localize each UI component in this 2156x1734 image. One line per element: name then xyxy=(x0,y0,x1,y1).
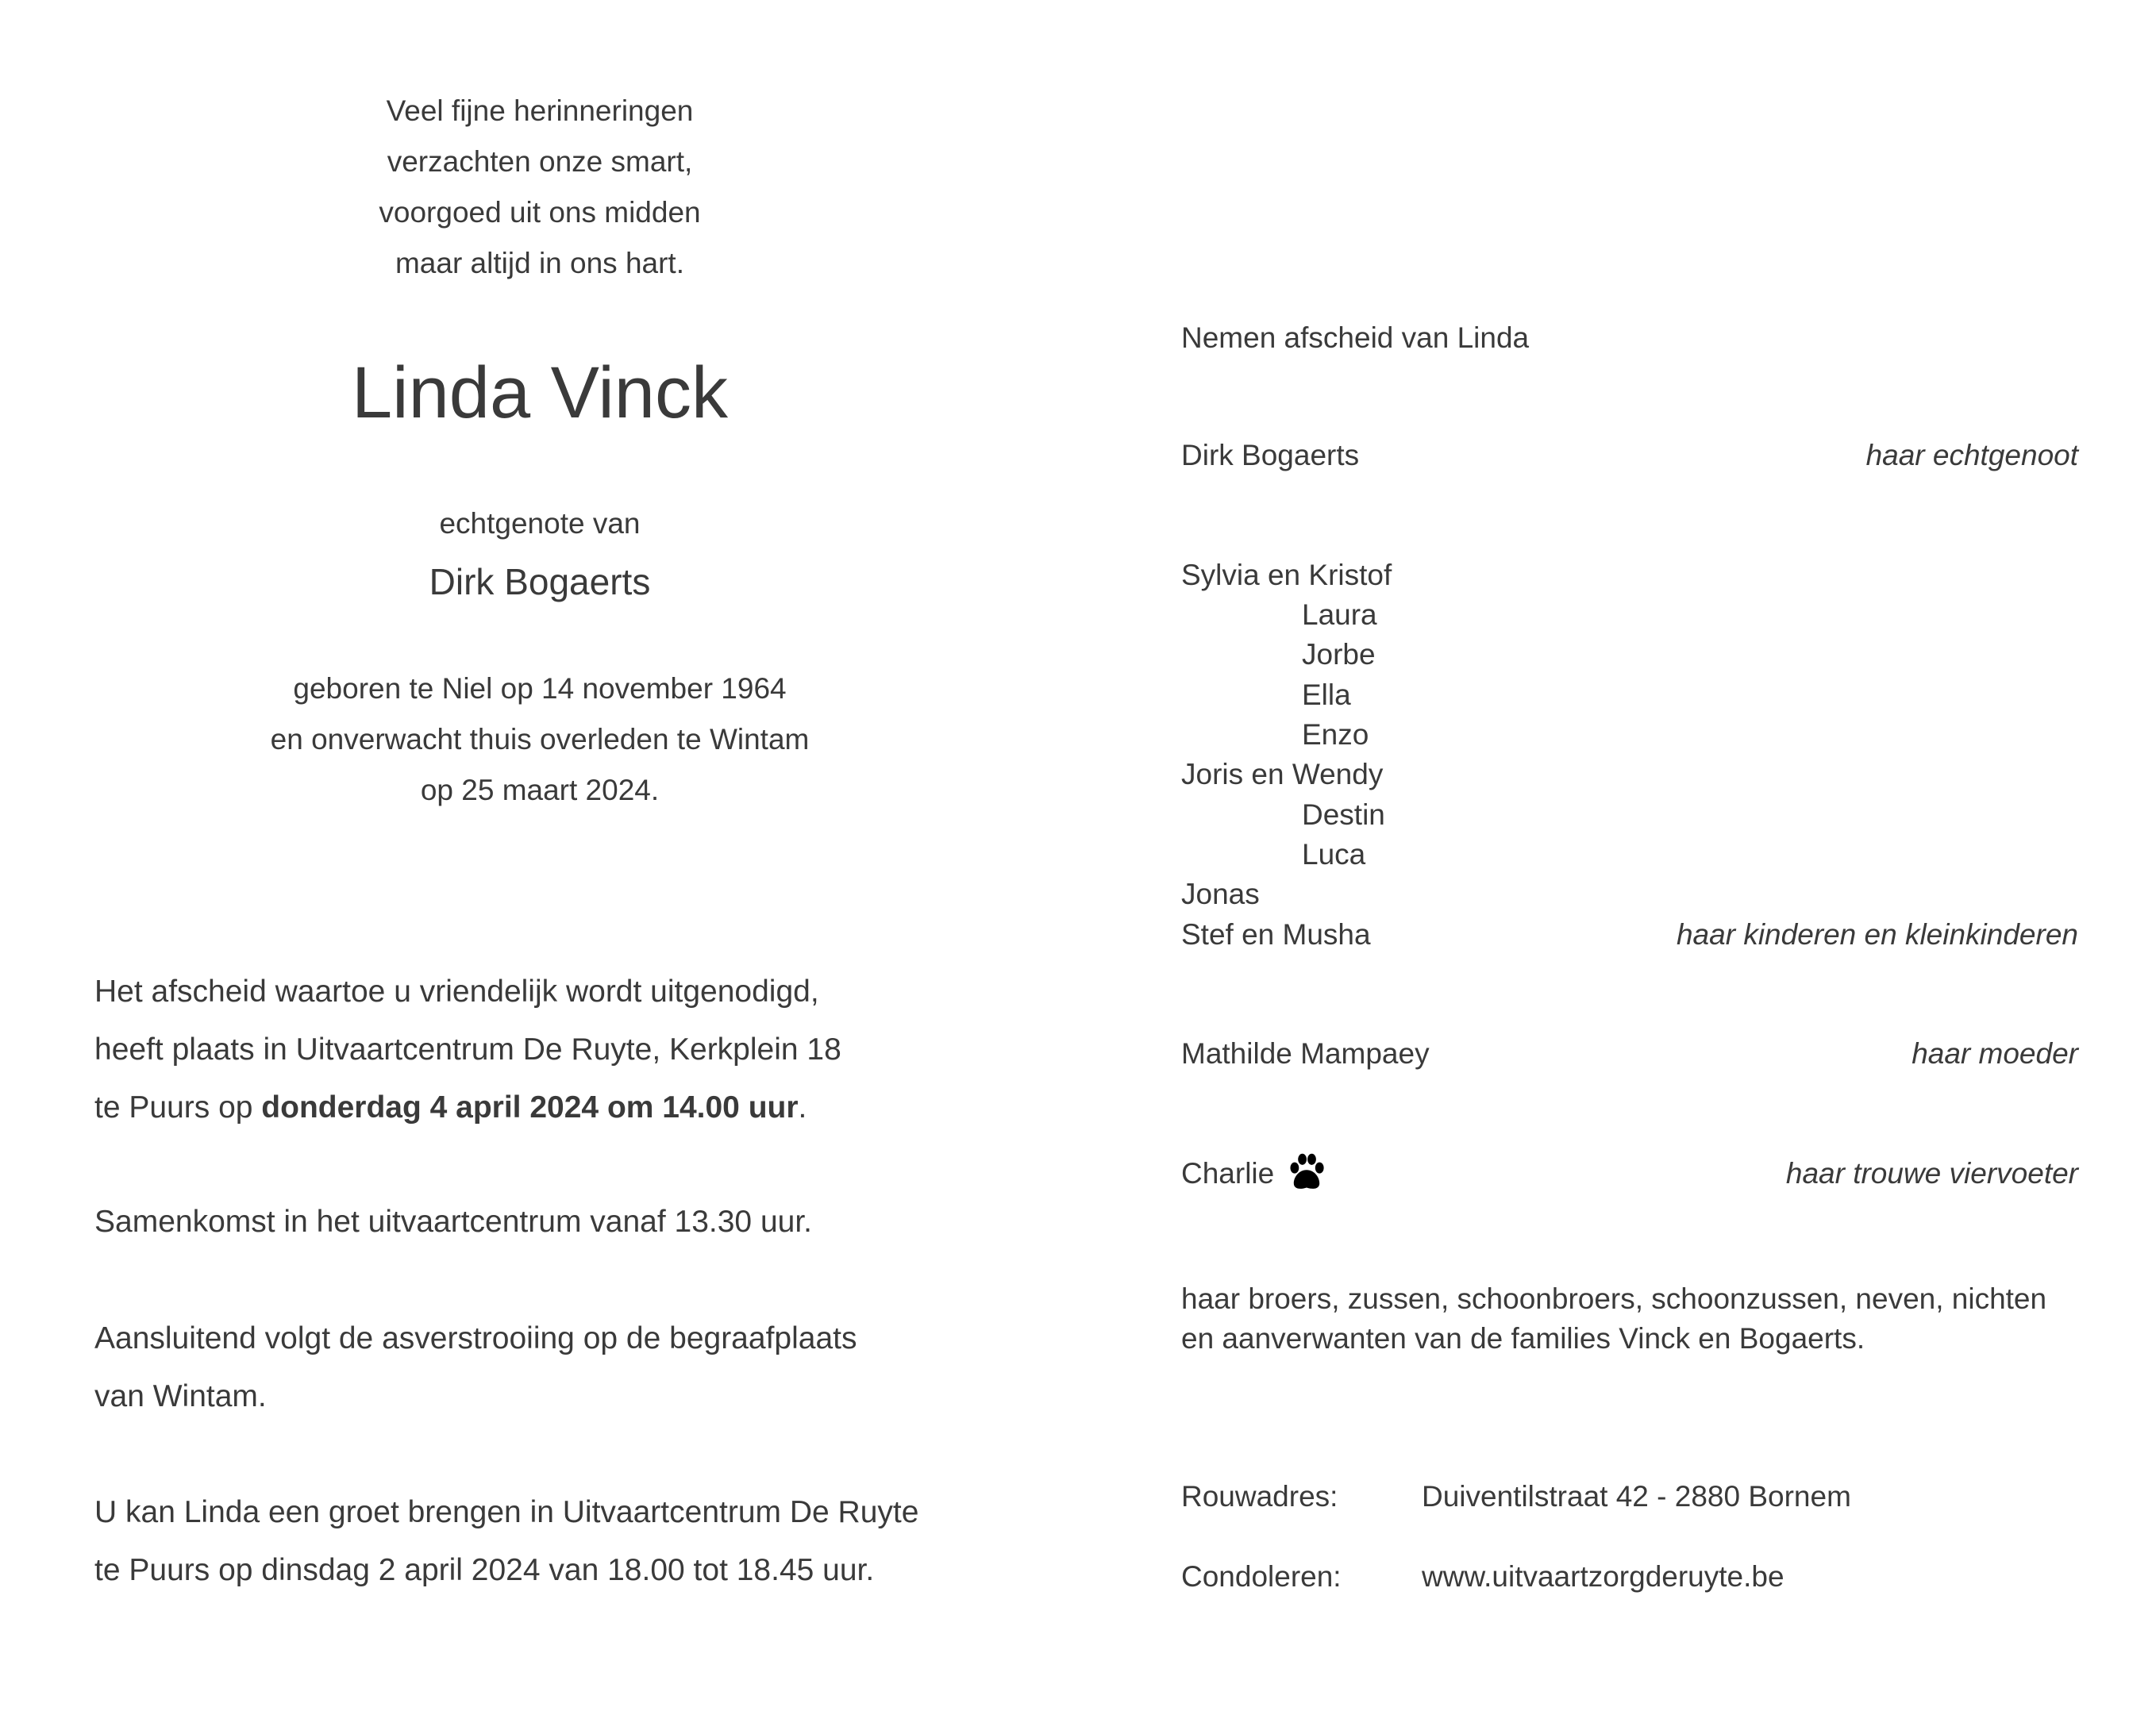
family-relation: haar trouwe viervoeter xyxy=(1785,1157,2078,1190)
family-row-pet xyxy=(1181,1154,2078,1194)
extended-family-line: en aanverwanten van de families Vinck en Bogaerts. xyxy=(1181,1322,1865,1355)
family-row-grandchild xyxy=(1181,675,2078,715)
family-row-grandchild xyxy=(1181,595,2078,635)
family-member-name: Stef en Musha xyxy=(1181,918,1371,951)
family-row-grandchild xyxy=(1181,835,2078,875)
gathering-info xyxy=(94,1193,991,1251)
family-member-name: Luca xyxy=(1302,838,1366,871)
visitation-line: U kan Linda een groet brengen in Uitvaartcentrum De Ruyte xyxy=(94,1495,919,1529)
mourning-address-label: Rouwadres: xyxy=(1181,1480,1338,1513)
family-row-child xyxy=(1181,875,2078,914)
spouse-label: echtgenote van xyxy=(439,507,641,540)
mourning-address-row xyxy=(1181,1474,2078,1519)
family-member-name: Ella xyxy=(1302,679,1351,711)
ceremony-line: Het afscheid waartoe u vriendelijk wordt uitgenodigd, xyxy=(94,975,819,1009)
condolence-row xyxy=(1181,1555,2078,1599)
life-dates xyxy=(127,663,953,816)
family-row-mother xyxy=(1181,1034,2078,1074)
ceremony-line-suffix: . xyxy=(798,1090,807,1125)
ceremony-info xyxy=(94,963,991,1136)
scattering-info xyxy=(94,1309,991,1425)
family-relation: haar moeder xyxy=(1912,1037,2078,1070)
family-row-child xyxy=(1181,755,2078,794)
extended-family-line: haar broers, zussen, schoonbroers, schoonzussen, neven, nichten xyxy=(1181,1282,2047,1315)
right-panel xyxy=(1181,0,2086,1734)
deceased-name: Linda Vinck xyxy=(352,352,728,433)
family-member-name: Joris en Wendy xyxy=(1181,758,1384,790)
spouse-name: Dirk Bogaerts xyxy=(429,561,651,602)
visitation-line: te Puurs op dinsdag 2 april 2024 van 18.00 tot 18.45 uur. xyxy=(94,1553,875,1587)
ceremony-datetime: donderdag 4 april 2024 om 14.00 uur xyxy=(261,1090,799,1125)
scattering-line: Aansluitend volgt de asverstrooiing op de begraafplaats xyxy=(94,1321,857,1355)
family-row-child xyxy=(1181,915,2078,955)
family-member-name: Jonas xyxy=(1181,878,1260,910)
family-relation: haar kinderen en kleinkinderen xyxy=(1676,918,2078,951)
life-dates-line: geboren te Niel op 14 november 1964 xyxy=(293,672,787,705)
ceremony-line: heeft plaats in Uitvaartcentrum De Ruyte, Kerkplein 18 xyxy=(94,1032,841,1067)
visitation-info xyxy=(94,1483,991,1599)
scattering-line: van Wintam. xyxy=(94,1379,267,1413)
poem-line: voorgoed uit ons midden xyxy=(379,196,701,229)
family-intro: Nemen afscheid van Linda xyxy=(1181,321,1530,354)
family-member-name: Dirk Bogaerts xyxy=(1181,439,1360,471)
family-row-grandchild xyxy=(1181,795,2078,835)
family-member-name: Laura xyxy=(1302,598,1377,631)
memorial-poem xyxy=(127,86,953,289)
paw-icon xyxy=(1285,1151,1328,1194)
poem-line: Veel fijne herinneringen xyxy=(386,94,694,127)
poem-line: verzachten onze smart, xyxy=(387,145,693,178)
life-dates-line: en onverwacht thuis overleden te Wintam xyxy=(270,723,810,756)
family-member-name-wrap xyxy=(1181,1154,1328,1197)
poem-line: maar altijd in ons hart. xyxy=(395,247,684,279)
family-member-name: Destin xyxy=(1302,798,1385,831)
family-member-name: Jorbe xyxy=(1302,638,1376,671)
ceremony-line-prefix: te Puurs op xyxy=(94,1090,262,1125)
mourning-address-value: Duiventilstraat 42 - 2880 Bornem xyxy=(1422,1480,1851,1513)
family-row-grandchild xyxy=(1181,635,2078,675)
gathering-line: Samenkomst in het uitvaartcentrum vanaf 13.30 uur. xyxy=(94,1205,812,1239)
extended-family xyxy=(1181,1279,2046,1359)
family-member-name: Enzo xyxy=(1302,718,1369,751)
family-member-name: Mathilde Mampaey xyxy=(1181,1037,1430,1070)
family-member-name: Sylvia en Kristof xyxy=(1181,559,1392,591)
ceremony-line xyxy=(94,1078,991,1136)
family-row-husband xyxy=(1181,436,2078,475)
family-relation: haar echtgenoot xyxy=(1865,439,2078,471)
life-dates-line: op 25 maart 2024. xyxy=(420,774,660,806)
pet-name: Charlie xyxy=(1181,1157,1275,1190)
condolence-label: Condoleren: xyxy=(1181,1560,1342,1593)
family-row-child xyxy=(1181,556,2078,595)
condolence-link[interactable]: www.uitvaartzorgderuyte.be xyxy=(1422,1560,1784,1593)
family-row-grandchild xyxy=(1181,715,2078,755)
